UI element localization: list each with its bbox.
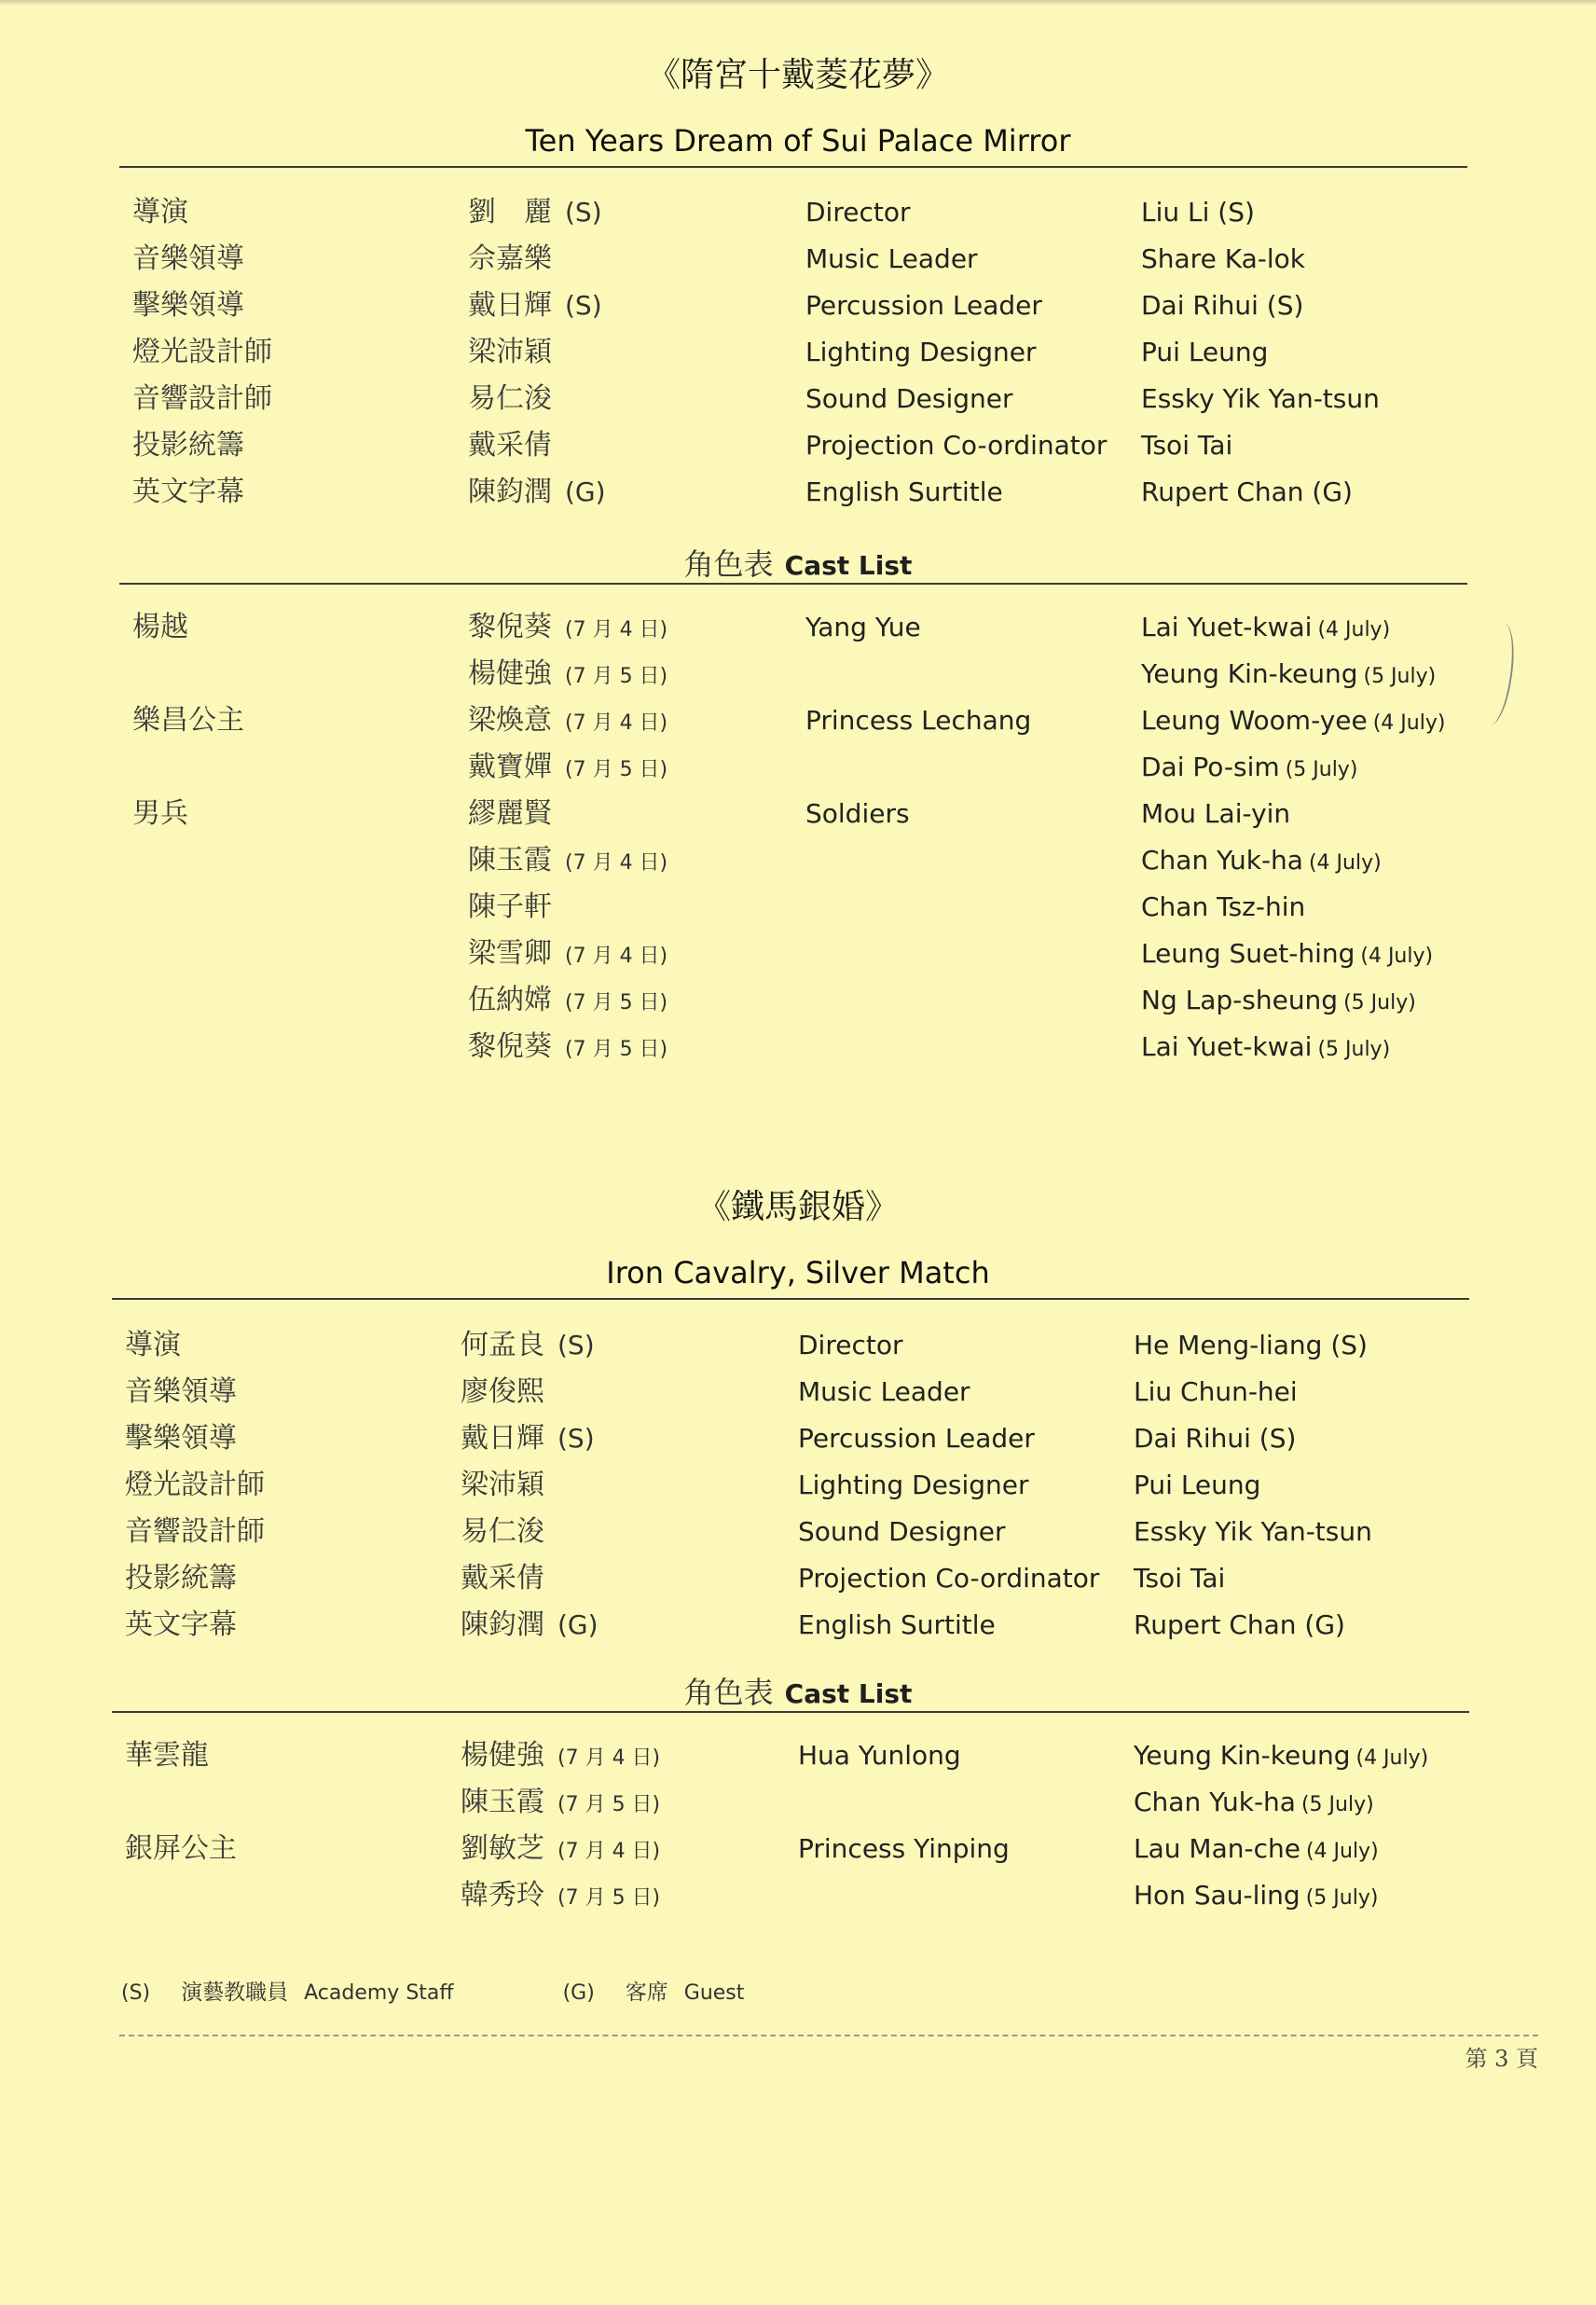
cast-date-zh: (7 月 4 日) (565, 851, 668, 875)
cast-date-en: (5 July) (1317, 1038, 1391, 1061)
credit-name-en: Tsoi Tai (1141, 430, 1233, 461)
production2-title-rule (112, 1298, 1469, 1300)
credit-row (125, 1555, 1505, 1602)
credit-name-zh-text: 佘嘉樂 (468, 242, 552, 275)
bottom-dashed-rule (119, 2035, 1538, 2036)
credit-row (125, 1602, 1505, 1649)
cast-date-zh: (7 月 5 日) (565, 758, 668, 781)
cast-role-zh: 男兵 (132, 797, 188, 830)
production2-zh-title: 《鐵馬銀婚》 (696, 1188, 899, 1226)
cast-name-en (1141, 744, 1357, 794)
credit-name-en: Tsoi Tai (1134, 1563, 1226, 1594)
credit-name-en: Pui Leung (1141, 337, 1269, 367)
cast-name-zh-text: 伍納嫦 (468, 984, 552, 1016)
cast-name-en-text: Leung Suet-hing (1141, 938, 1355, 969)
cast-name-zh-text: 劉敏芝 (461, 1832, 544, 1865)
credit-role-zh: 音響設計師 (125, 1515, 265, 1548)
cast-heading-en: Cast List (784, 1678, 913, 1709)
credit-role-en: English Surtitle (805, 476, 1003, 507)
credit-role-zh: 導演 (132, 196, 188, 228)
credit-name-zh (461, 1509, 544, 1555)
credit-tag: (S) (565, 197, 602, 228)
cast-role-zh: 銀屏公主 (125, 1832, 237, 1865)
production1-title-rule (119, 166, 1467, 168)
credit-name-en: Share Ka-lok (1141, 243, 1305, 274)
cast-role-en: Hua Yunlong (798, 1740, 961, 1771)
cast-name-en-text: Lai Yuet-kwai (1141, 1031, 1313, 1062)
cast-date-en: (5 July) (1363, 665, 1437, 688)
cast-role-en: Princess Lechang (805, 705, 1032, 736)
credit-name-zh (461, 1322, 595, 1369)
production2-en-title: Iron Cavalry, Silver Match (606, 1255, 990, 1291)
cast-date-en: (5 July) (1285, 758, 1358, 781)
cast-name-zh-text: 陳玉霞 (461, 1786, 544, 1818)
credit-role-zh: 英文字幕 (125, 1608, 237, 1641)
cast-date-zh: (7 月 5 日) (565, 1038, 668, 1061)
cast-heading-en: Cast List (784, 550, 913, 581)
cast-name-en (1141, 791, 1290, 837)
credit-role-zh: 擊樂領導 (132, 289, 244, 322)
cast-date-zh: (7 月 4 日) (565, 945, 668, 968)
credit-role-en: English Surtitle (798, 1609, 996, 1640)
cast-date-en: (5 July) (1300, 1793, 1374, 1816)
credit-tag: (S) (565, 290, 602, 321)
production1-cast-heading (0, 541, 1596, 584)
cast-name-en (1141, 604, 1390, 654)
cast-name-en (1134, 1779, 1374, 1829)
cast-row (125, 1732, 1505, 1779)
credit-role-zh: 投影統籌 (132, 429, 244, 462)
cast-date-en: (5 July) (1343, 991, 1416, 1014)
page-number: 第 3 頁 (1465, 2046, 1538, 2072)
cast-date-en: (5 July) (1305, 1886, 1379, 1910)
credit-name-zh-text: 陳鈞潤 (461, 1608, 544, 1641)
credit-role-en: Projection Co-ordinator (805, 430, 1108, 461)
credit-role-en: Music Leader (798, 1376, 970, 1407)
cast-name-en-text: Chan Yuk-ha (1141, 845, 1303, 876)
cast-row (125, 1826, 1505, 1872)
cast-row (132, 697, 1512, 744)
cast-date-zh: (7 月 4 日) (565, 711, 668, 735)
credit-role-en: Music Leader (805, 243, 978, 274)
cast-name-en-text: Chan Tsz-hin (1141, 891, 1306, 922)
cast-role-en: Yang Yue (805, 612, 921, 642)
credit-role-en: Lighting Designer (805, 337, 1037, 367)
cast-name-zh (468, 977, 667, 1027)
credit-name-zh-text: 廖俊熙 (461, 1375, 544, 1408)
cast-name-zh (461, 1826, 660, 1875)
cast-name-en-text: Hon Sau-ling (1134, 1880, 1300, 1911)
credit-row (125, 1322, 1505, 1369)
cast-name-en-text: Lau Man-che (1134, 1833, 1300, 1864)
credit-row (132, 189, 1512, 236)
credit-name-en: Essky Yik Yan-tsun (1134, 1516, 1372, 1547)
cast-heading-zh: 角色表 (683, 546, 774, 582)
footnote-legend (121, 1975, 768, 2006)
credit-name-zh-text: 戴日輝 (468, 289, 552, 322)
credit-name-zh (468, 469, 606, 516)
credit-tag: (G) (557, 1609, 598, 1640)
cast-name-zh-text: 楊健強 (461, 1739, 544, 1772)
credit-row (132, 469, 1512, 516)
credit-name-zh-text: 易仁浚 (461, 1515, 544, 1548)
cast-name-zh (461, 1872, 660, 1922)
credit-row (125, 1415, 1505, 1462)
cast-name-en (1141, 977, 1416, 1027)
credit-name-en: Rupert Chan (G) (1141, 476, 1353, 507)
credit-name-zh (461, 1602, 598, 1649)
credit-name-zh (461, 1555, 544, 1602)
production2-cast-rule (112, 1711, 1469, 1713)
cast-name-en-text: Ng Lap-sheung (1141, 985, 1339, 1015)
production2-cast-heading (0, 1669, 1596, 1712)
production1-cast-rule (119, 583, 1467, 585)
top-edge-shadow (0, 0, 1596, 6)
cast-row (125, 1779, 1505, 1826)
cast-name-en-text: Chan Yuk-ha (1134, 1787, 1296, 1817)
credit-name-zh-text: 劉 麗 (468, 196, 552, 228)
credit-name-zh (468, 236, 552, 283)
credit-tag: (S) (557, 1330, 595, 1360)
credit-row (132, 422, 1512, 469)
cast-row (132, 837, 1512, 884)
cast-row (132, 884, 1512, 931)
cast-name-zh-text: 戴寶嬋 (468, 751, 552, 783)
cast-name-zh (468, 744, 667, 794)
cast-date-zh: (7 月 4 日) (557, 1840, 661, 1863)
cast-role-en: Princess Yinping (798, 1833, 1010, 1864)
credit-role-en: Projection Co-ordinator (798, 1563, 1100, 1594)
cast-row (132, 651, 1512, 697)
credit-name-zh-text: 陳鈞潤 (468, 476, 552, 508)
cast-name-en (1141, 1024, 1390, 1073)
credit-name-en: Dai Rihui (S) (1134, 1423, 1297, 1454)
cast-name-zh (461, 1732, 660, 1782)
cast-name-en-text: Leung Woom-yee (1141, 705, 1368, 736)
credit-name-zh-text: 戴日輝 (461, 1422, 544, 1455)
cast-row (132, 931, 1512, 977)
cast-role-zh: 華雲龍 (125, 1739, 209, 1772)
cast-name-zh-text: 楊健強 (468, 657, 552, 690)
credit-name-zh (468, 422, 552, 469)
cast-name-en (1141, 884, 1305, 931)
credit-role-en: Lighting Designer (798, 1470, 1029, 1500)
cast-name-zh-text: 韓秀玲 (461, 1879, 544, 1912)
cast-date-en: (4 July) (1305, 1840, 1379, 1863)
credit-name-zh-text: 梁沛穎 (461, 1469, 544, 1501)
credit-tag: (S) (557, 1423, 595, 1454)
credit-name-zh-text: 梁沛穎 (468, 336, 552, 368)
credit-role-zh: 擊樂領導 (125, 1422, 237, 1455)
credit-name-zh-text: 戴采倩 (461, 1562, 544, 1594)
credit-name-zh (461, 1369, 544, 1415)
cast-name-zh (468, 791, 552, 837)
credit-name-en: Dai Rihui (S) (1141, 290, 1304, 321)
cast-name-en-text: Yeung Kin-keung (1134, 1740, 1351, 1771)
cast-name-zh-text: 黎倪葵 (468, 1030, 552, 1063)
cast-name-en (1141, 697, 1445, 747)
cast-name-zh (461, 1779, 660, 1829)
credit-row (132, 236, 1512, 283)
cast-row (132, 1024, 1512, 1070)
cast-name-zh-text: 陳玉霞 (468, 844, 552, 876)
cast-role-en: Soldiers (805, 798, 910, 829)
cast-name-en (1134, 1872, 1378, 1922)
credit-role-zh: 導演 (125, 1329, 181, 1361)
credit-role-zh: 音樂領導 (125, 1375, 237, 1408)
credit-role-zh: 英文字幕 (132, 476, 244, 508)
cast-name-en (1141, 651, 1436, 700)
footnote-s-mark: (S) (121, 1981, 151, 2005)
cast-name-zh (468, 884, 552, 931)
cast-name-zh-text: 梁煥意 (468, 704, 552, 737)
footnote-g-mark: (G) (562, 1981, 595, 2005)
credit-row (132, 283, 1512, 329)
cast-name-en (1141, 837, 1382, 887)
cast-heading-zh: 角色表 (683, 1675, 774, 1710)
credit-name-en: He Meng-liang (S) (1134, 1330, 1368, 1360)
credit-tag: (G) (565, 476, 606, 507)
cast-date-en: (4 July) (1372, 711, 1446, 735)
footnote-g-zh: 客席 (625, 1981, 668, 2005)
cast-name-zh (468, 931, 667, 980)
credit-role-zh: 燈光設計師 (132, 336, 272, 368)
credit-role-zh: 音樂領導 (132, 242, 244, 275)
cast-name-en-text: Lai Yuet-kwai (1141, 612, 1313, 642)
credit-name-zh (468, 376, 552, 422)
cast-date-zh: (7 月 5 日) (557, 1793, 661, 1816)
credit-name-en: Pui Leung (1134, 1470, 1261, 1500)
credit-role-en: Percussion Leader (798, 1423, 1035, 1454)
cast-name-en (1134, 1826, 1379, 1875)
credit-row (125, 1462, 1505, 1509)
cast-name-zh (468, 697, 667, 747)
credit-name-zh (461, 1462, 544, 1509)
credit-name-zh (461, 1415, 595, 1462)
cast-date-zh: (7 月 4 日) (565, 618, 668, 642)
cast-row (132, 977, 1512, 1024)
cast-name-en-text: Yeung Kin-keung (1141, 658, 1358, 689)
footnote-g-en: Guest (683, 1981, 745, 2005)
cast-date-zh: (7 月 4 日) (557, 1746, 661, 1770)
cast-date-zh: (7 月 5 日) (557, 1886, 661, 1910)
credit-row (132, 376, 1512, 422)
cast-name-zh-text: 黎倪葵 (468, 611, 552, 643)
cast-name-en-text: Dai Po-sim (1141, 752, 1280, 782)
cast-name-zh-text: 梁雪卿 (468, 937, 552, 970)
credit-role-zh: 投影統籌 (125, 1562, 237, 1594)
cast-role-zh: 樂昌公主 (132, 704, 244, 737)
credit-role-en: Percussion Leader (805, 290, 1042, 321)
cast-row (132, 791, 1512, 837)
credit-name-en: Rupert Chan (G) (1134, 1609, 1345, 1640)
cast-date-en: (4 July) (1360, 945, 1434, 968)
production1-en-title: Ten Years Dream of Sui Palace Mirror (525, 123, 1071, 159)
cast-name-zh (468, 604, 667, 654)
credit-role-en: Sound Designer (798, 1516, 1006, 1547)
credit-name-en: Liu Li (S) (1141, 197, 1255, 228)
cast-date-en: (4 July) (1308, 851, 1382, 875)
cast-name-zh-text: 陳子軒 (468, 890, 552, 923)
footnote-s-zh: 演藝教職員 (181, 1981, 289, 2005)
credit-name-zh-text: 易仁浚 (468, 382, 552, 415)
cast-row (132, 604, 1512, 651)
cast-row (132, 744, 1512, 791)
credit-row (132, 329, 1512, 376)
cast-role-zh: 楊越 (132, 611, 188, 643)
credit-name-zh-text: 何孟良 (461, 1329, 544, 1361)
cast-date-en: (4 July) (1355, 1746, 1429, 1770)
production1-zh-title: 《隋宮十戴菱花夢》 (646, 56, 949, 94)
credit-role-en: Sound Designer (805, 383, 1013, 414)
cast-name-zh (468, 837, 667, 887)
credit-row (125, 1509, 1505, 1555)
credit-name-en: Liu Chun-hei (1134, 1376, 1298, 1407)
credit-name-zh-text: 戴采倩 (468, 429, 552, 462)
footnote-s-en: Academy Staff (304, 1981, 454, 2005)
cast-name-zh (468, 651, 667, 700)
credit-role-zh: 燈光設計師 (125, 1469, 265, 1501)
cast-date-en: (4 July) (1317, 618, 1391, 642)
credit-role-en: Director (798, 1330, 903, 1360)
credit-row (125, 1369, 1505, 1415)
credit-role-en: Director (805, 197, 911, 228)
cast-row (125, 1872, 1505, 1919)
credit-name-zh (468, 189, 602, 236)
credit-role-zh: 音響設計師 (132, 382, 272, 415)
cast-name-en (1141, 931, 1433, 980)
credit-name-en: Essky Yik Yan-tsun (1141, 383, 1380, 414)
credit-name-zh (468, 329, 552, 376)
cast-date-zh: (7 月 5 日) (565, 665, 668, 688)
credit-name-zh (468, 283, 602, 329)
cast-name-en (1134, 1732, 1428, 1782)
cast-name-zh (468, 1024, 667, 1073)
cast-name-zh-text: 繆麗賢 (468, 797, 552, 830)
cast-name-en-text: Mou Lai-yin (1141, 798, 1291, 829)
cast-date-zh: (7 月 5 日) (565, 991, 668, 1014)
